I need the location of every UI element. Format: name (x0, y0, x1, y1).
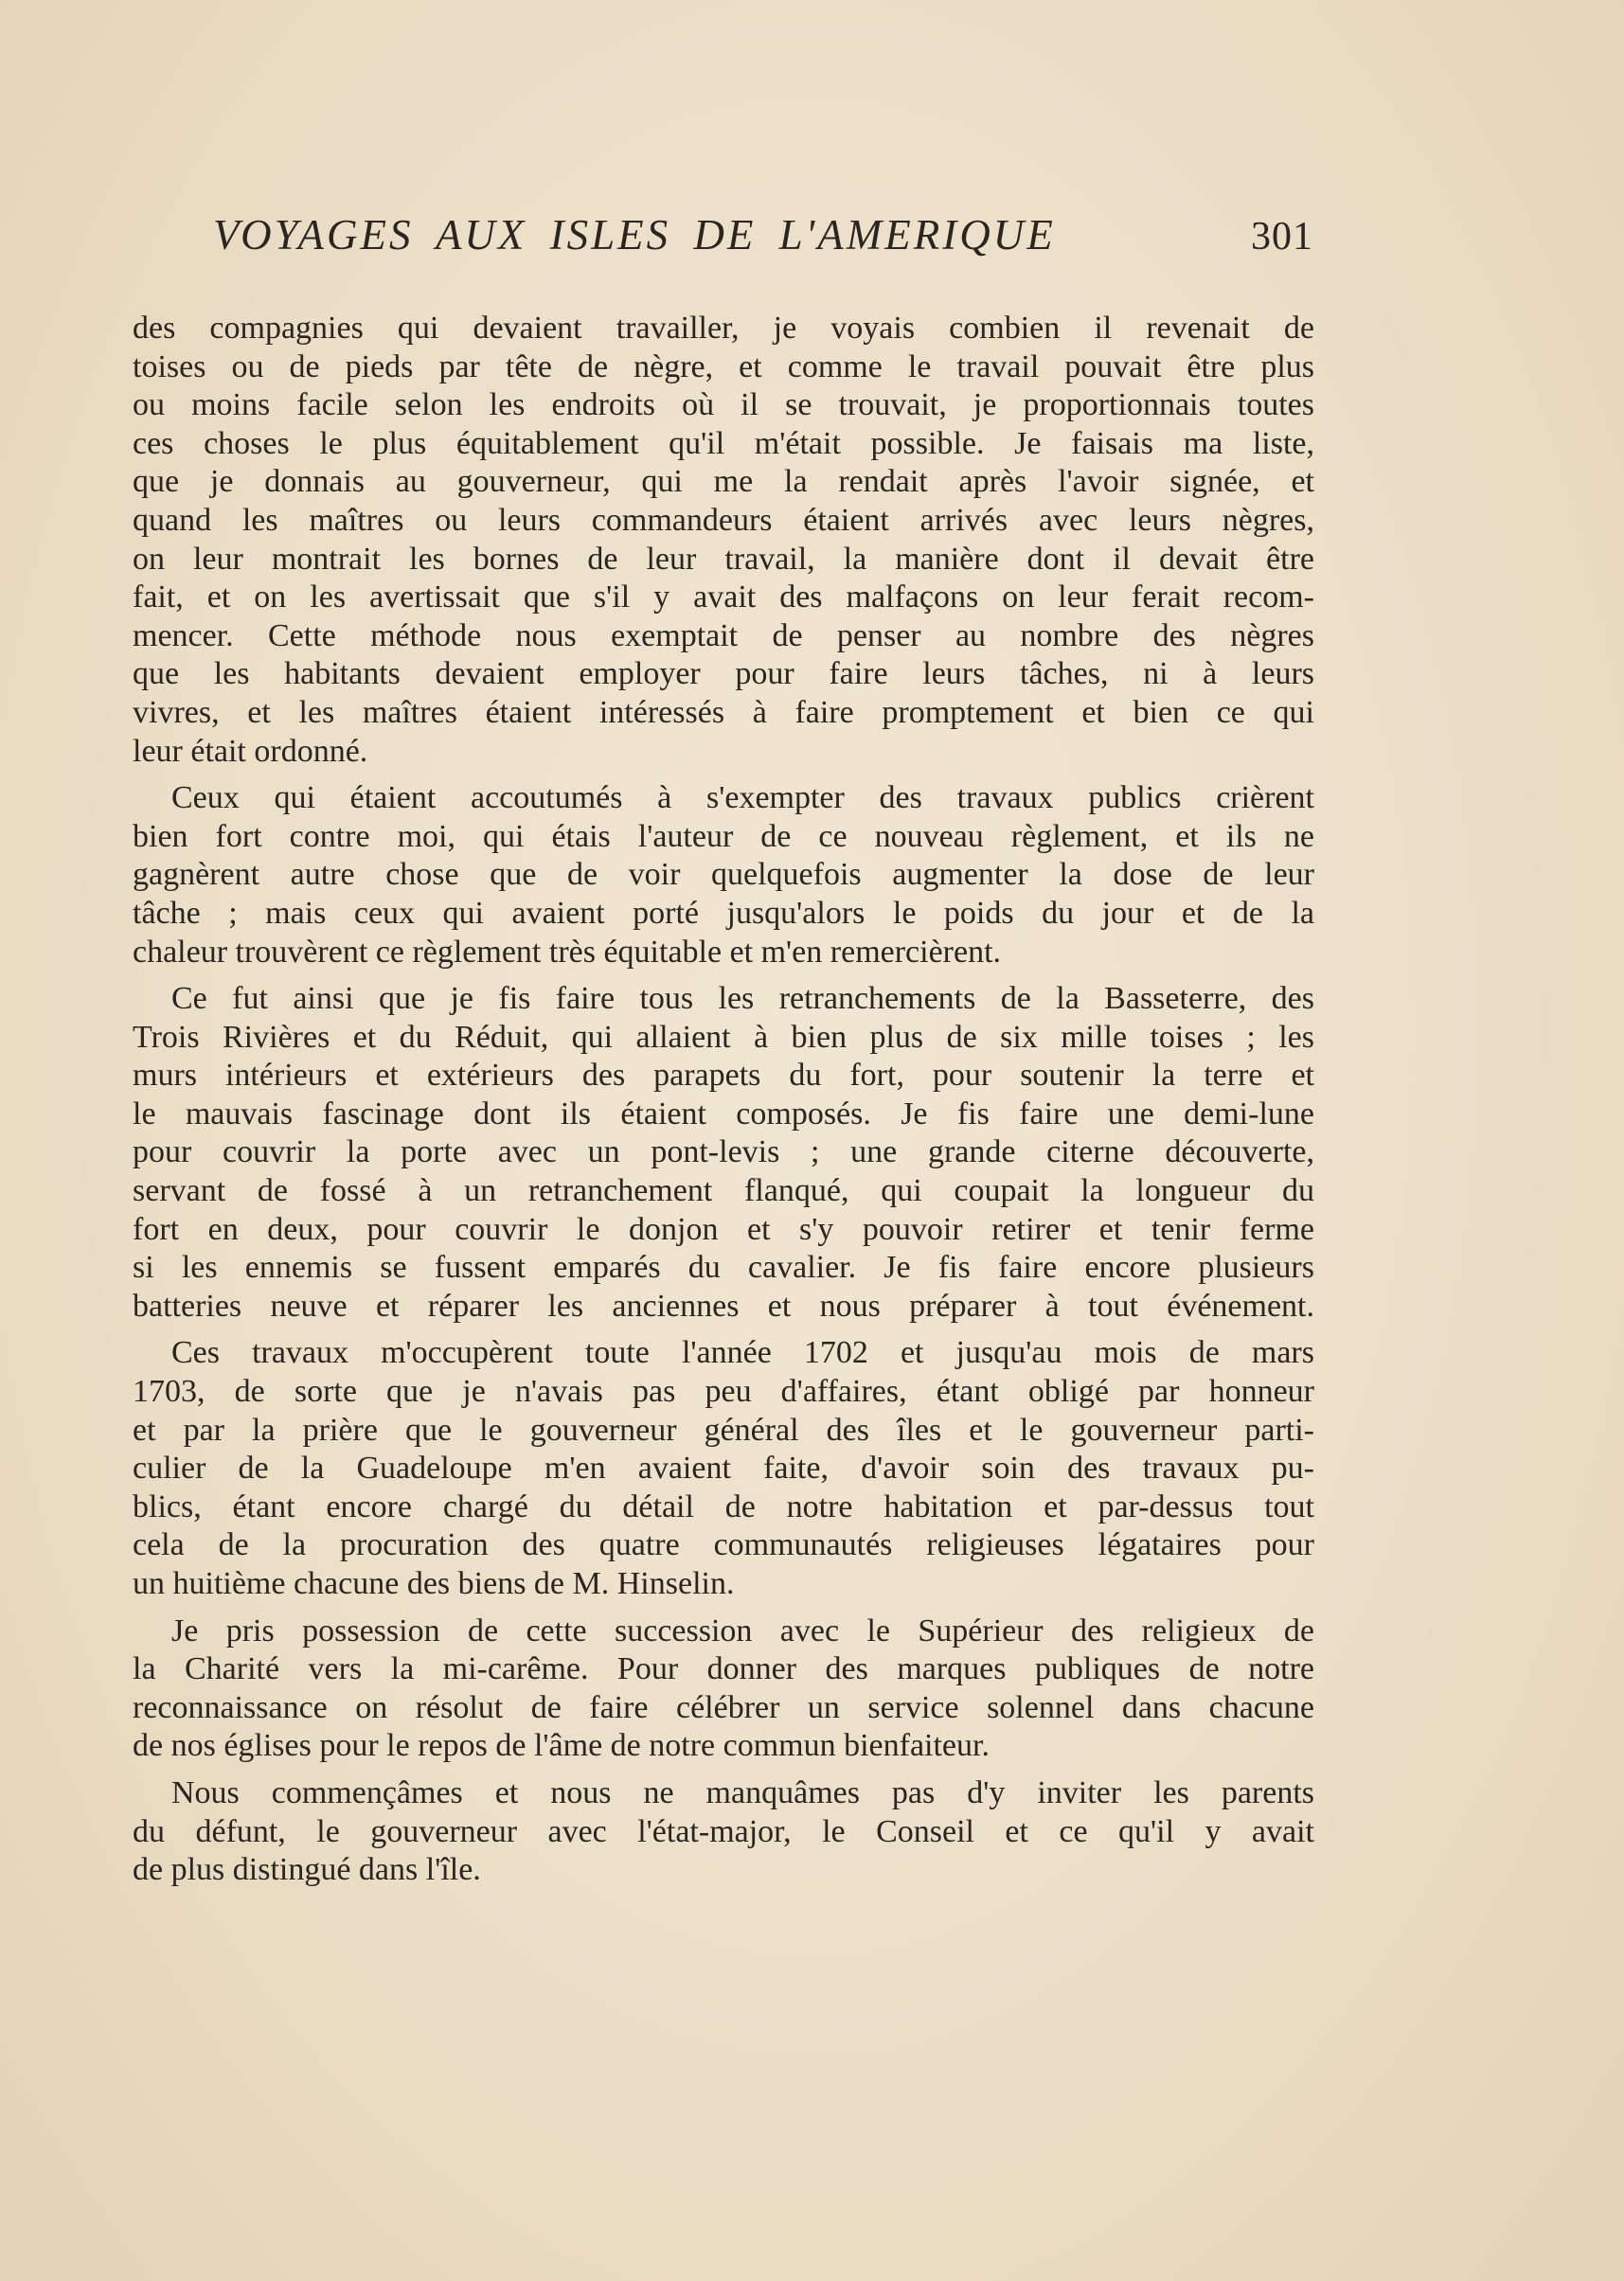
text-line: bien fort contre moi, qui étais l'auteur de ce nouveau règlement, et ils ne (133, 818, 1314, 854)
text-line: chaleur trouvèrent ce règlement très équitable et m'en remercièrent. (133, 934, 1002, 970)
text-line: Ce fut ainsi que je fis faire tous les retranchements de la Basseterre, des (171, 981, 1314, 1017)
text-line: Je pris possession de cette succession avec le Supérieur des religieux de (171, 1613, 1314, 1648)
text-line: quand les maîtres ou leurs commandeurs étaient arrivés avec leurs nègres, (133, 502, 1314, 538)
paragraph (133, 310, 1314, 771)
text-line: le mauvais fascinage dont ils étaient composés. Je fis faire une demi-lune (133, 1096, 1314, 1132)
text-line: fort en deux, pour couvrir le donjon et s'y pouvoir retirer et tenir ferme (133, 1211, 1314, 1247)
body-text (133, 310, 1314, 1898)
text-line: reconnaissance on résolut de faire célébrer un service solennel dans chacune (133, 1689, 1314, 1725)
paragraph (133, 1334, 1314, 1603)
paragraph (133, 779, 1314, 971)
text-line: mencer. Cette méthode nous exemptait de penser au nombre des nègres (133, 617, 1314, 653)
text-line: blics, étant encore chargé du détail de notre habitation et par-dessus tout (133, 1488, 1314, 1524)
text-line: vivres, et les maîtres étaient intéressés à faire promptement et bien ce qui (133, 694, 1314, 730)
text-line: Trois Rivières et du Réduit, qui allaient à bien plus de six mille toises ; les (133, 1019, 1314, 1055)
running-title: VOYAGES AUX ISLES DE L'AMERIQUE (213, 211, 1056, 258)
text-line: culier de la Guadeloupe m'en avaient faite, d'avoir soin des travaux pu- (133, 1451, 1314, 1487)
text-line: 1703, de sorte que je n'avais pas peu d'affaires, étant obligé par honneur (133, 1374, 1314, 1410)
text-line: un huitième chacune des biens de M. Hinselin. (133, 1566, 735, 1601)
text-line: Nous commençâmes et nous ne manquâmes pas d'y inviter les parents (171, 1774, 1314, 1810)
text-line: tâche ; mais ceux qui avaient porté jusqu'alors le poids du jour et de la (133, 895, 1314, 931)
text-line: gagnèrent autre chose que de voir quelquefois augmenter la dose de leur (133, 857, 1314, 893)
text-line: toises ou de pieds par tête de nègre, et comme le travail pouvait être plus (133, 348, 1314, 384)
text-line: Ceux qui étaient accoutumés à s'exempter des travaux publics crièrent (171, 780, 1314, 816)
text-line: que je donnais au gouverneur, qui me la rendait après l'avoir signée, et (133, 464, 1314, 500)
text-line: leur était ordonné. (133, 733, 368, 769)
paragraph (133, 1774, 1314, 1890)
paragraph (133, 980, 1314, 1326)
text-line: de nos églises pour le repos de l'âme de notre commun bienfaiteur. (133, 1728, 990, 1764)
text-line: ou moins facile selon les endroits où il se trouvait, je proportionnais toutes (133, 387, 1314, 423)
text-line: servant de fossé à un retranchement flanqué, qui coupait la longueur du (133, 1173, 1314, 1209)
text-line: ces choses le plus équitablement qu'il m'était possible. Je faisais ma liste, (133, 425, 1314, 461)
text-line: pour couvrir la porte avec un pont-levis ; une grande citerne découverte, (133, 1134, 1314, 1170)
text-line: murs intérieurs et extérieurs des parapets du fort, pour soutenir la terre et (133, 1058, 1314, 1094)
text-line: cela de la procuration des quatre communautés religieuses légataires pour (133, 1527, 1314, 1563)
text-line: batteries neuve et réparer les anciennes et nous préparer à tout événement. (133, 1288, 1314, 1324)
text-line: du défunt, le gouverneur avec l'état-major, le Conseil et ce qu'il y avait (133, 1813, 1314, 1849)
text-line: fait, et on les avertissait que s'il y avait des malfaçons on leur ferait recom- (133, 579, 1314, 615)
text-line: que les habitants devaient employer pour faire leurs tâches, ni à leurs (133, 656, 1314, 692)
text-line: des compagnies qui devaient travailler, je voyais combien il revenait de (133, 311, 1314, 346)
running-head (213, 210, 1313, 276)
paragraph (133, 1613, 1314, 1766)
text-line: de plus distingué dans l'île. (133, 1852, 481, 1888)
text-line: on leur montrait les bornes de leur travail, la manière dont il devait être (133, 541, 1314, 577)
text-line: la Charité vers la mi-carême. Pour donner des marques publiques de notre (133, 1651, 1314, 1687)
text-line: Ces travaux m'occupèrent toute l'année 1702 et jusqu'au mois de mars (171, 1335, 1314, 1371)
text-line: si les ennemis se fussent emparés du cavalier. Je fis faire encore plusieurs (133, 1250, 1314, 1286)
text-line: et par la prière que le gouverneur général des îles et le gouverneur parti- (133, 1412, 1314, 1448)
page-number: 301 (1251, 215, 1313, 258)
